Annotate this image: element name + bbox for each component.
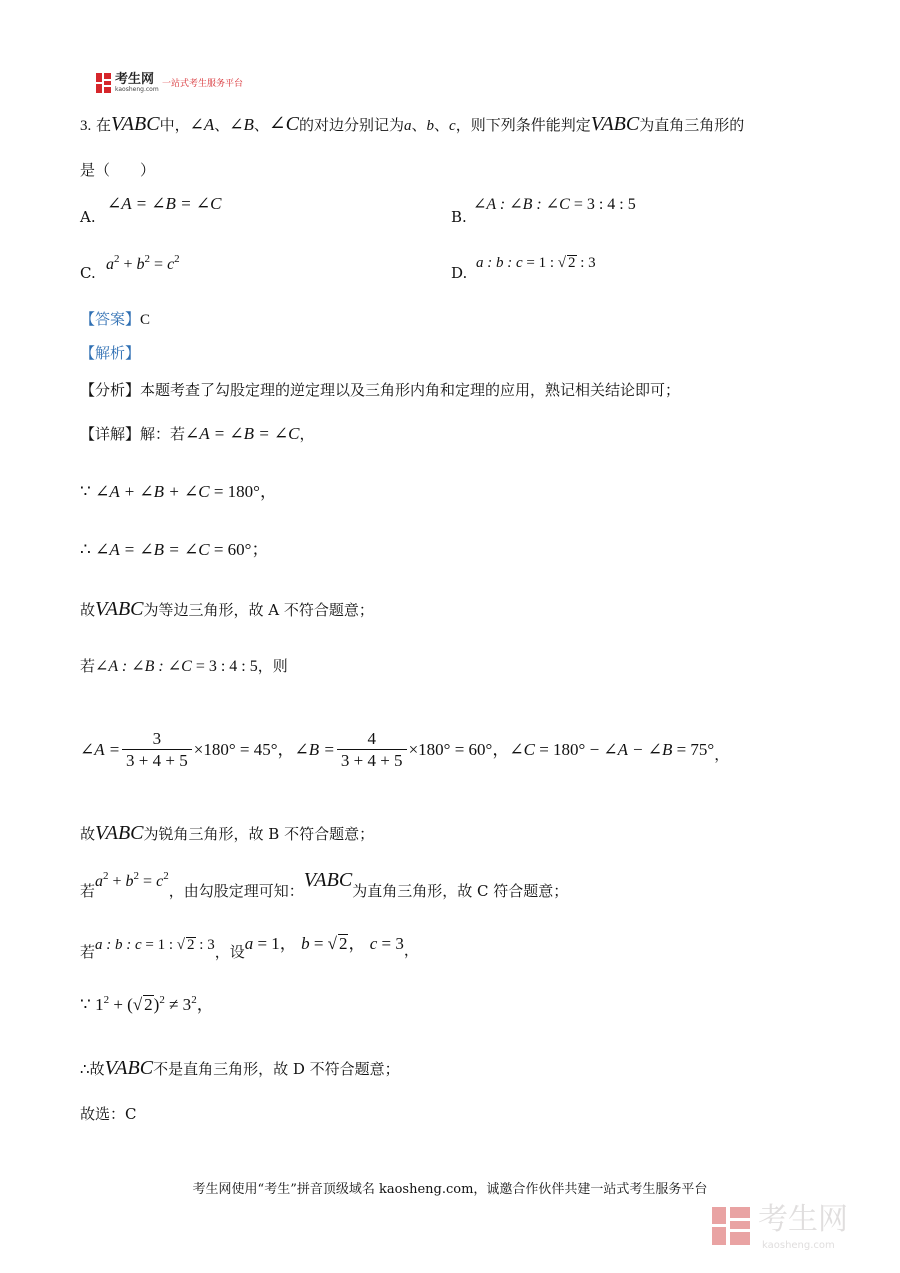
stem-part-e: 为直角三角形的	[639, 116, 745, 134]
triangle-abc: VABC	[111, 113, 160, 135]
answer-line	[80, 312, 150, 328]
step-ratio: 若∠A : ∠B : ∠C = 3 : 4 : 5，则	[80, 657, 288, 675]
watermark	[712, 1202, 848, 1251]
step-d3-tri: VABC	[104, 1057, 154, 1079]
step-a-pre: 故	[80, 601, 96, 619]
step-d3-post: 不是直角三角形，故 D 不符合题意；	[153, 1060, 400, 1078]
step-d3-pre: 故	[89, 1060, 105, 1078]
stem-part-d: ，则下列条件能判定	[455, 116, 591, 134]
triangle-abc-2: VABC	[590, 113, 640, 135]
step-c-post: 为直角三角形，故 C 符合题意；	[352, 882, 569, 900]
step-c-mid: ，由勾股定理可知：	[168, 882, 304, 900]
step-d-mid: ，设	[214, 943, 245, 961]
fenxi-text: 本题考查了勾股定理的逆定理以及三角形内角和定理的应用，熟记相关结论即可；	[140, 381, 681, 399]
logo-name: 考生网	[115, 72, 155, 87]
step-angle-sum: ∵ ∠A + ∠B + ∠C = 180°，	[80, 482, 277, 501]
step-b2-tri: VABC	[95, 822, 144, 844]
question-stem-line1: 3. 在VABC中，∠A、∠B、∠C的对边分别记为a、b、c，则下列条件能判定VABC为直角三角形的	[80, 113, 745, 135]
xiangjie-tag: 【详解】	[80, 425, 141, 443]
step-c-tri: VABC	[303, 869, 353, 891]
step-b2-pre: 故	[80, 825, 96, 843]
step-side-ratio: 若a : b : c = 1 : √ 2 : 3，设a = 1， b = √ 2， c = 3，	[80, 934, 419, 961]
stem-part-c: 的对边分别记为	[299, 116, 405, 134]
step-b2-post: 为锐角三角形，故 B 不符合题意；	[143, 825, 375, 843]
logo-slogan: 一站式考生服务平台	[162, 79, 244, 89]
fraction-b: $\frac{4}{3 + 4 + 5}$	[337, 730, 407, 769]
watermark-name: 考生网	[758, 1202, 848, 1237]
option-c-expr: $a^2 + b^2 = c^2$	[106, 253, 180, 273]
answer-value: C	[140, 312, 151, 328]
step-d-pre: 若	[80, 943, 96, 961]
step-not-right: ∴故VABC不是直角三角形，故 D 不符合题意；	[80, 1057, 400, 1079]
step-b-post: ，则	[257, 657, 288, 675]
step-angle-60: ∴ ∠A = ∠B = ∠C = 60°；	[80, 540, 269, 559]
final-answer: 故选：C	[80, 1105, 137, 1123]
step-a-tri: VABC	[95, 598, 144, 620]
stem-part-b: 中，	[159, 116, 190, 134]
header-logo	[96, 72, 276, 98]
step-c-pre: 若	[80, 882, 96, 900]
step-equilateral	[80, 599, 374, 619]
answer-tag: 【答案】	[80, 310, 141, 328]
analysis-xiangjie: 【详解】解：若∠A = ∠B = ∠C，	[80, 424, 315, 443]
option-d-expr: a : b : c = 1 : √ 2 : 3	[476, 255, 596, 271]
step-acute	[80, 823, 374, 843]
watermark-logo-icon	[712, 1205, 752, 1247]
watermark-domain: kaosheng.com	[762, 1240, 835, 1251]
question-number: 3.	[80, 118, 92, 134]
option-a-expr: ∠A = ∠B = ∠C	[107, 194, 222, 213]
step-a-post: 为等边三角形，故 A 不符合题意；	[143, 601, 374, 619]
option-c-label: C.	[80, 264, 96, 282]
step-fractions: ∠A = $\frac{3}{3 + 4 + 5}$ ×180° = 45°，∠B = $\frac{4}{3 + 4 + 5}$ ×180° = 60°，∠C = 180° − ∠A − ∠B = 75°，	[80, 729, 730, 770]
step-pythagoras: 若$a^2 + b^2 = c^2$，由勾股定理可知：VABC为直角三角形，故 C 符合题意；	[80, 869, 569, 900]
xiangjie-pre: 解：若	[140, 425, 186, 443]
stem-part-a: 在	[96, 116, 112, 134]
analysis-tag: 【解析】	[80, 344, 141, 362]
analysis-fenxi	[80, 383, 680, 398]
option-b-expr: ∠A : ∠B : ∠C = 3 : 4 : 5	[473, 196, 636, 213]
option-a-label: A.	[80, 208, 96, 226]
step-b-pre: 若	[80, 657, 96, 675]
step-inequality: ∵ $1^2$ + (√ $2)^2 \ne 3^2$，	[80, 994, 214, 1014]
footer-text: 考生网使用“考生”拼音顶级域名 kaosheng.com，诚邀合作伙伴共建一站式考生服务平台	[192, 1182, 708, 1197]
fraction-a: $\frac{3}{3 + 4 + 5}$	[122, 730, 192, 769]
option-d-label: D.	[451, 264, 468, 282]
fenxi-tag: 【分析】	[80, 381, 141, 399]
option-b-label: B.	[451, 208, 467, 226]
logo-domain: kaosheng.com	[115, 86, 159, 93]
question-stem-line2: 是（ ）	[80, 161, 156, 179]
